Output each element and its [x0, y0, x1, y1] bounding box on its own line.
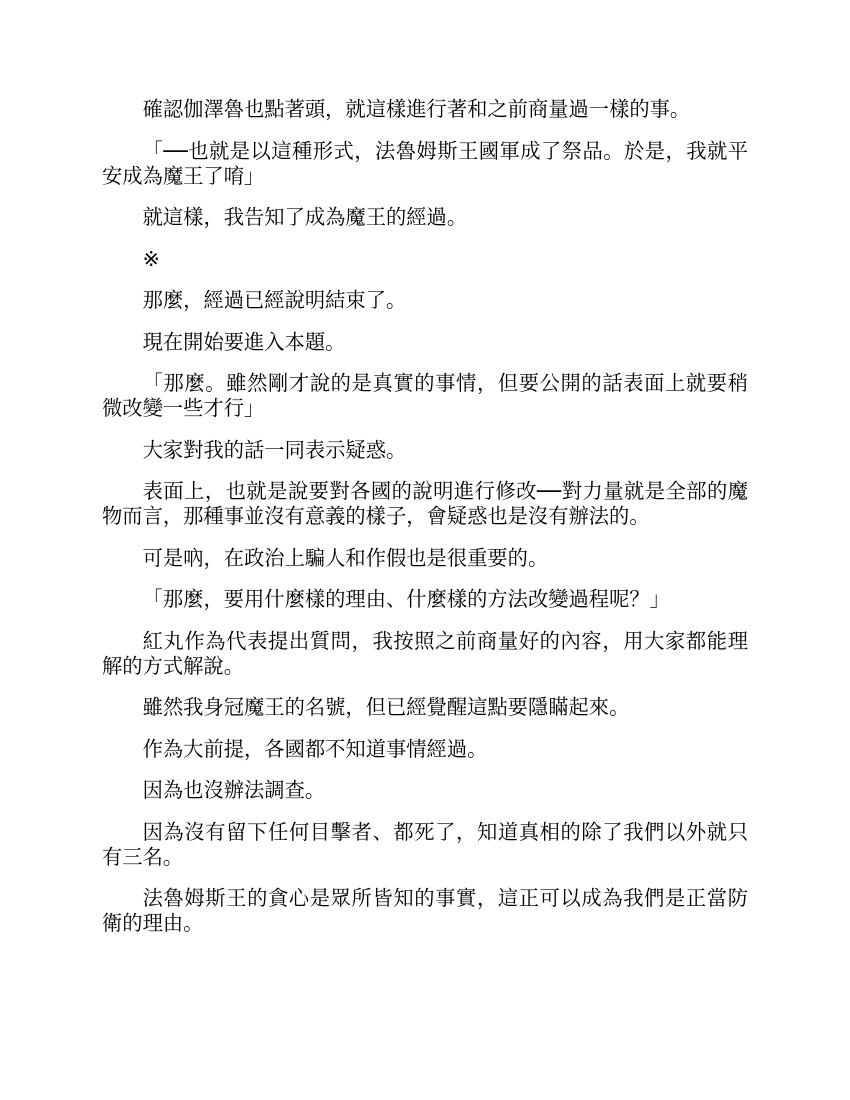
paragraph: 因為也沒辦法調查。: [142, 778, 326, 802]
paragraph: 大家對我的話一同表示疑惑。: [142, 437, 407, 462]
paragraph: 因為沒有留下任何目擊者、都死了，知道真相的除了我們以外就只有三名。: [102, 819, 748, 869]
paragraph: 「──也就是以這種形式，法魯姆斯王國軍成了祭品。於是，我就平安成為魔王了唷」: [102, 138, 748, 188]
paragraph: 就這樣，我告知了成為魔王的經過。: [142, 205, 468, 229]
paragraph: 雖然我身冠魔王的名號，但已經覺醒這點要隱瞞起來。: [142, 695, 630, 719]
paragraph: 「那麼，要用什麼樣的理由、什麼樣的方法改變過程呢？」: [142, 587, 670, 611]
paragraph: 紅丸作為代表提出質問，我按照之前商量好的內容，用大家都能理解的方式解說。: [102, 628, 748, 678]
paragraph: 作為大前提，各國都不知道事情經過。: [142, 736, 488, 761]
paragraph: 法魯姆斯王的貪心是眾所皆知的事實，這正可以成為我們是正當防衛的理由。: [102, 886, 748, 935]
paragraph: 「那麼。雖然剛才說的是真實的事情，但要公開的話表面上就要稍微改變一些才行」: [102, 371, 748, 420]
paragraph: 確認伽澤魯也點著頭，就這樣進行著和之前商量過一樣的事。: [142, 97, 691, 121]
section-break-mark: ※: [142, 246, 160, 271]
paragraph: 可是吶，在政治上騙人和作假也是很重要的。: [142, 545, 549, 570]
paragraph: 現在開始要進入本題。: [142, 329, 346, 354]
document-page: [102, 97, 748, 953]
paragraph: 那麼，經過已經說明結束了。: [142, 288, 407, 312]
paragraph: 表面上，也就是說要對各國的說明進行修改──對力量就是全部的魔物而言，那種事並沒有意義的樣子，會疑惑也是沒有辦法的。: [102, 479, 748, 528]
